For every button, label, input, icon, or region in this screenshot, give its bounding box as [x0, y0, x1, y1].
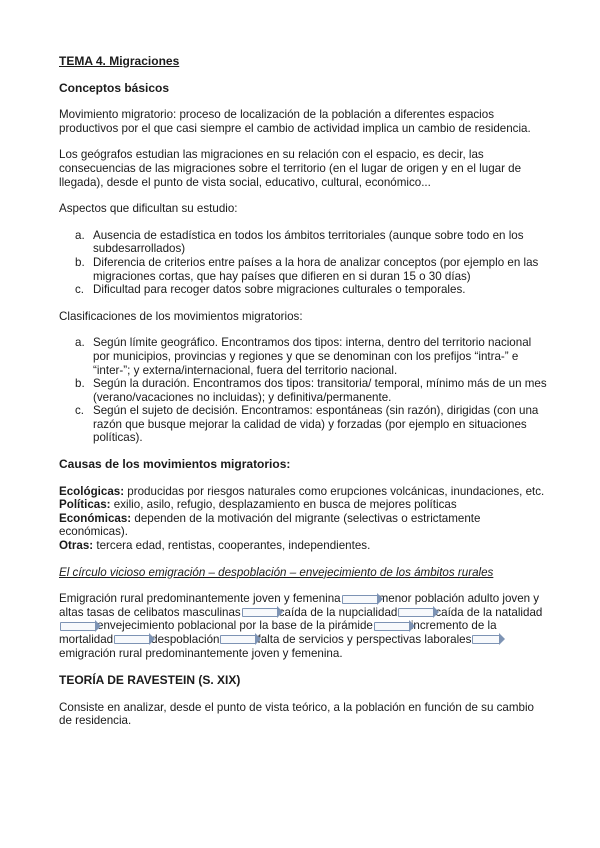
ravestein-paragraph: Consiste en analizar, desde el punto de vista teórico, a la población en función de su cambio de residencia. — [59, 700, 535, 728]
causa-item — [59, 498, 547, 512]
document-title: TEMA 4. Migraciones — [59, 54, 180, 68]
list-item — [65, 229, 547, 256]
right-arrow-icon — [398, 608, 434, 617]
list-item-text: Según la duración. Encontramos dos tipos: transitoria/ temporal, mínimo más de un mes (verano/vacaciones no incluidas); y definitiva/permanente. — [93, 377, 547, 404]
causa-item — [59, 512, 547, 539]
list-item — [65, 404, 547, 445]
causa-item — [59, 539, 547, 553]
paragraph-movimiento: Movimiento migratorio: proceso de localización de la población a diferentes espacios productivos por el que casi siempre el cambio de actividad implica un cambio de residencia. — [59, 108, 531, 135]
clasificaciones-list — [59, 336, 547, 445]
list-marker: b. — [75, 377, 85, 391]
list-marker: c. — [75, 283, 85, 297]
causas-list — [59, 485, 547, 553]
circulo-heading: El círculo vicioso emigración – despoblación – envejecimiento de los ámbitos rurales — [59, 565, 494, 579]
right-arrow-icon — [60, 622, 96, 631]
circulo-paragraph — [59, 592, 547, 660]
causa-text: exilio, asilo, refugio, desplazamiento en busca de mejores políticas — [110, 498, 457, 512]
right-arrow-icon — [220, 635, 256, 644]
causa-text: producidas por riesgos naturales como erupciones volcánicas, inundaciones, etc. — [124, 484, 545, 498]
list-item-text: Según límite geográfico. Encontramos dos tipos: interna, dentro del territorio nacional por municipios, provincias y regiones y que se denominan con los prefijos “intra-” e “inter-”; y externa/internacional, fuera del territorio nacional. — [93, 336, 532, 377]
circulo-step: menor población adulto joven y altas tasas de celibatos masculinas — [59, 592, 540, 619]
clasif-intro: Clasificaciones de los movimientos migratorios: — [59, 309, 303, 323]
paragraph-geografos: Los geógrafos estudian las migraciones en su relación con el espacio, es decir, las consecuencias de las migraciones sobre el territorio (en el lugar de origen y en el lugar de llegada), desde el punto de vista social, educativo, cultural, económico... — [59, 148, 522, 189]
right-arrow-icon — [242, 608, 278, 617]
list-marker: a. — [75, 228, 85, 242]
causa-text: dependen de la motivación del migrante (selectivas o estrictamente económicas). — [59, 511, 481, 539]
list-item — [65, 283, 547, 297]
causa-label: Económicas: — [59, 511, 132, 525]
aspectos-intro: Aspectos que dificultan su estudio: — [59, 202, 238, 216]
causas-heading: Causas de los movimientos migratorios: — [59, 457, 291, 472]
circulo-step: despoblación — [151, 633, 220, 646]
circulo-step: emigración rural predominantemente joven y femenina. — [59, 646, 343, 660]
circulo-step: incremento de la mortalidad — [59, 619, 497, 646]
conceptos-heading: Conceptos básicos — [59, 80, 170, 95]
list-item — [65, 336, 547, 377]
list-item — [65, 377, 547, 404]
causa-label: Políticas: — [59, 498, 111, 512]
ravestein-heading: TEORÍA DE RAVESTEIN (S. XIX) — [59, 673, 241, 688]
causa-label: Otras: — [59, 539, 94, 553]
causa-item — [59, 485, 547, 499]
list-marker: a. — [75, 336, 85, 350]
list-item — [65, 256, 547, 283]
list-marker: c. — [75, 404, 85, 418]
list-item-text: Según el sujeto de decisión. Encontramos: espontáneas (sin razón), dirigidas (con una razón que busque mejorar la calidad de vida) y forzadas (por ejemplo en situaciones políticas). — [93, 404, 539, 445]
aspectos-list — [59, 229, 547, 297]
list-item-text: Dificultad para recoger datos sobre migraciones culturales o temporales. — [93, 283, 466, 297]
right-arrow-icon — [342, 595, 378, 604]
right-arrow-icon — [472, 635, 500, 644]
list-item-text: Ausencia de estadística en todos los ámbitos territoriales (aunque sobre todo en los subdesarrollados) — [93, 228, 524, 256]
circulo-step: envejecimiento poblacional por la base de la pirámide — [97, 619, 373, 633]
circulo-step: caída de la natalidad — [435, 605, 543, 619]
document-page — [59, 55, 547, 728]
circulo-step: falta de servicios y perspectivas laborales — [257, 633, 472, 646]
list-item-text: Diferencia de criterios entre países a la hora de analizar conceptos (por ejemplo en las migraciones cortas, que hay países que difieren en si duran 15 o 30 días) — [93, 255, 539, 283]
circulo-step: caída de la nupcialidad — [278, 605, 398, 619]
circulo-step: Emigración rural predominantemente joven y femenina — [59, 592, 341, 606]
causa-label: Ecológicas: — [59, 484, 125, 498]
causa-text: tercera edad, rentistas, cooperantes, independientes. — [93, 539, 371, 553]
list-marker: b. — [75, 255, 85, 269]
right-arrow-icon — [374, 622, 410, 631]
right-arrow-icon — [114, 635, 150, 644]
